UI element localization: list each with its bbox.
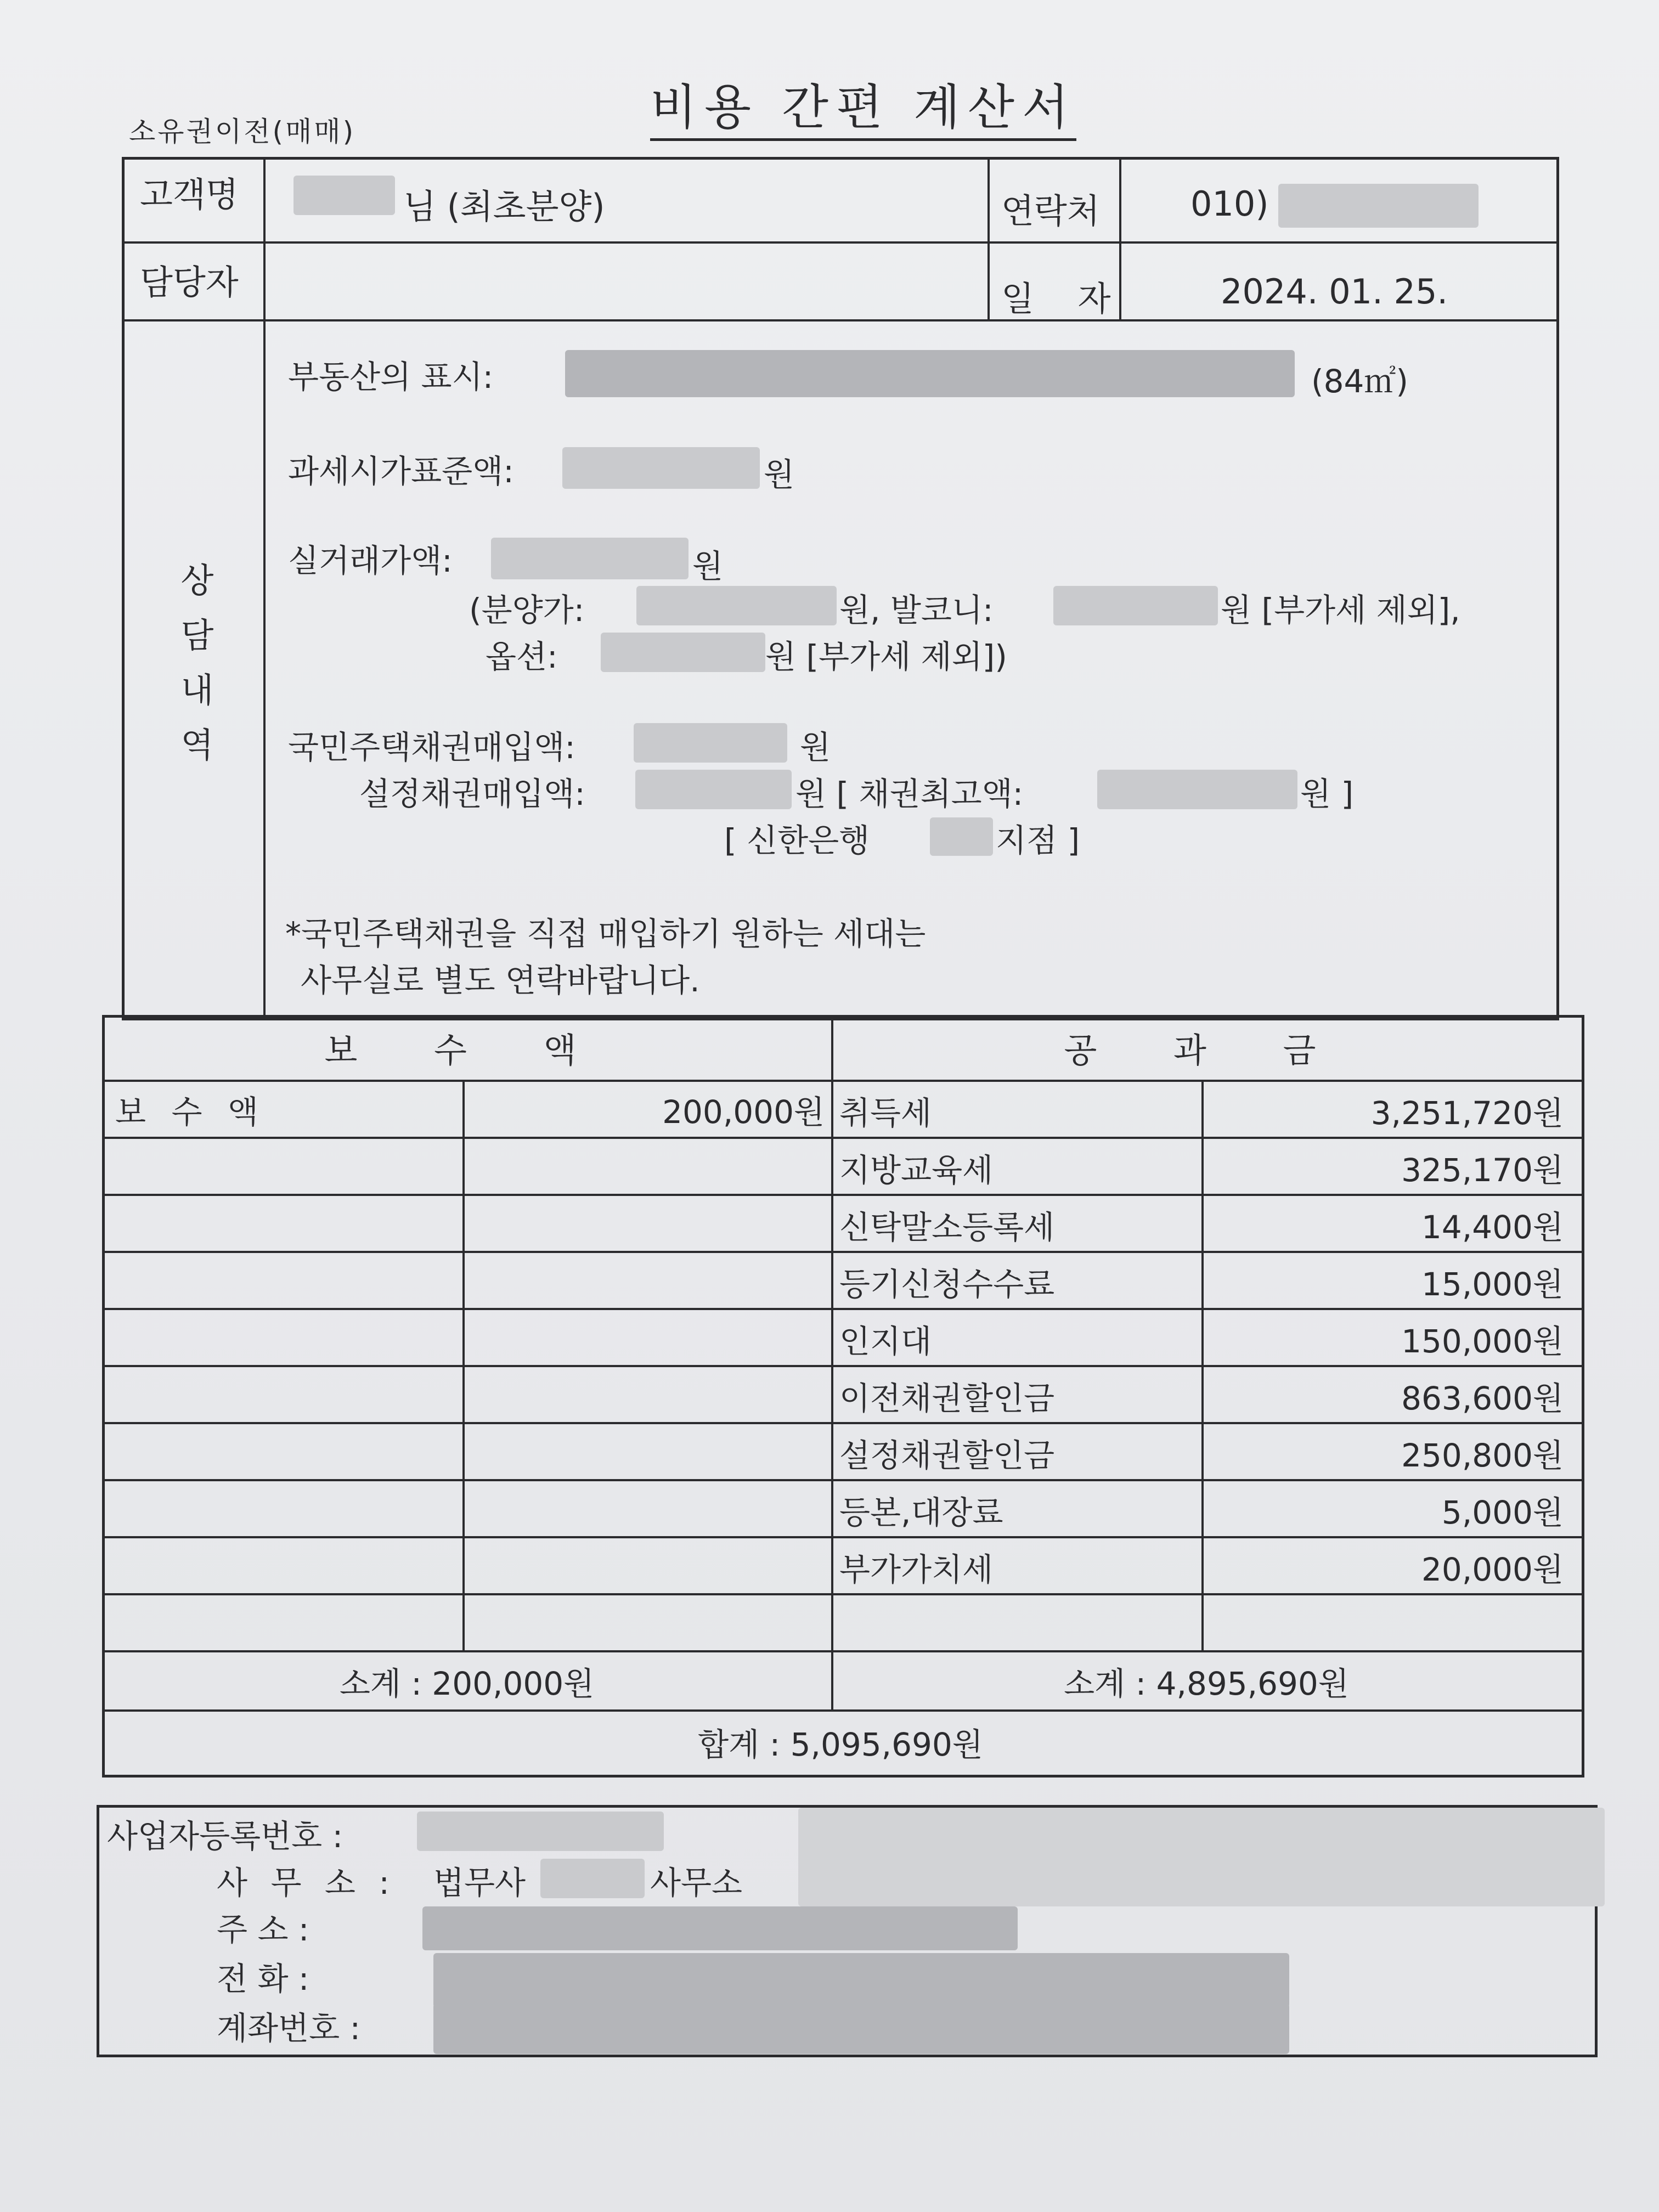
redacted-customer-name: [294, 176, 395, 215]
date-label: 일 자: [1001, 279, 1127, 319]
right-row-value: 3,251,720원: [1370, 1094, 1564, 1132]
grand-total: 합계 : 5,095,690원: [698, 1726, 983, 1763]
fee-left-header: 보 수 액: [324, 1030, 610, 1070]
right-row-label: 등기신청수수료: [839, 1266, 1055, 1303]
fee-right-header: 공 과 금: [1064, 1030, 1349, 1070]
left-row-value: 200,000원: [662, 1093, 825, 1131]
address-label: 주 소 :: [217, 1911, 309, 1948]
right-row-label: 인지대: [839, 1323, 932, 1360]
consult-side-label: 상담내역: [174, 562, 215, 782]
office-prefix: 법무사: [433, 1864, 526, 1901]
right-row-value: 150,000원: [1401, 1323, 1564, 1360]
tax-base-label: 과세시가표준액:: [288, 453, 514, 490]
redacted-footer-area: [798, 1808, 1605, 1906]
contact-value: 010): [1190, 184, 1269, 224]
document-title: 비용 간편 계산서: [650, 80, 1076, 141]
right-row-value: 250,800원: [1401, 1437, 1564, 1474]
right-row-value: 5,000원: [1441, 1494, 1564, 1531]
property-label: 부동산의 표시:: [288, 358, 494, 396]
right-row-label: 신탁말소등록세: [839, 1209, 1055, 1246]
account-label: 계좌번호 :: [217, 2010, 361, 2047]
right-subtotal: 소계 : 4,895,690원: [1064, 1665, 1349, 1702]
set-bond-label: 설정채권매입액:: [359, 775, 585, 812]
right-row-label: 설정채권할인금: [839, 1437, 1055, 1474]
right-row-label: 취득세: [839, 1094, 932, 1132]
manager-label: 담당자: [140, 262, 239, 302]
redacted-address: [422, 1906, 1018, 1950]
actual-price-label: 실거래가액:: [288, 542, 453, 579]
document-subtitle: 소유권이전(매매): [129, 116, 356, 148]
balcony-label: 원, 발코니:: [839, 591, 994, 629]
redacted-property-address: [565, 350, 1295, 397]
bond-purchase-won: 원: [800, 729, 831, 766]
right-row-value: 325,170원: [1401, 1152, 1564, 1189]
date-value: 2024. 01. 25.: [1221, 272, 1448, 312]
right-row-value: 20,000원: [1421, 1551, 1564, 1588]
redacted-account: [433, 2004, 1289, 2054]
redacted-phone-number: [1278, 184, 1479, 228]
left-subtotal: 소계 : 200,000원: [339, 1665, 595, 1702]
redacted-tax-base: [562, 447, 760, 489]
redacted-max-claim: [1097, 770, 1297, 809]
bond-note-line2: 사무실로 별도 연락바랍니다.: [301, 962, 700, 999]
tax-base-won: 원: [764, 456, 795, 493]
right-row-value: 15,000원: [1421, 1266, 1564, 1303]
phone-label: 전 화 :: [217, 1960, 309, 1997]
bond-purchase-label: 국민주택채권매입액:: [288, 729, 575, 766]
right-row-label: 등본,대장료: [839, 1494, 1003, 1531]
max-claim-end: 원 ]: [1300, 775, 1354, 812]
redacted-presale-price: [636, 586, 837, 625]
actual-price-won: 원: [692, 548, 724, 585]
customer-label: 고객명: [140, 174, 239, 215]
customer-value: 님 (최초분양): [403, 187, 605, 227]
bank-close: 지점 ]: [996, 822, 1080, 859]
contact-label: 연락처: [1001, 191, 1100, 231]
bizno-label: 사업자등록번호 :: [107, 1818, 343, 1855]
bank-open: [ 신한은행: [724, 822, 870, 859]
max-claim-label: 원 [ 채권최고액:: [795, 775, 1024, 812]
redacted-balcony-price: [1053, 586, 1218, 625]
right-row-value: 863,600원: [1401, 1380, 1564, 1417]
right-row-label: 이전채권할인금: [839, 1380, 1055, 1417]
right-row-label: 부가가치세: [839, 1551, 994, 1588]
property-area: (84㎡): [1311, 363, 1409, 400]
redacted-option-price: [601, 633, 765, 672]
vat-excluded-note-1: 원 [부가세 제외],: [1221, 591, 1460, 629]
redacted-bank-branch: [930, 817, 993, 856]
left-row-label: 보 수 액: [115, 1093, 266, 1131]
redacted-office-name: [540, 1859, 645, 1898]
redacted-bizno: [417, 1812, 664, 1851]
redacted-phone: [433, 1953, 1289, 2008]
right-row-label: 지방교육세: [839, 1152, 994, 1189]
office-label: 사 무 소 :: [217, 1864, 396, 1901]
office-suffix: 사무소: [650, 1864, 743, 1901]
option-label: 옵션:: [486, 638, 558, 675]
redacted-set-bond: [635, 770, 792, 809]
redacted-bond-purchase: [634, 723, 787, 763]
bond-note-line1: *국민주택채권을 직접 매입하기 원하는 세대는: [285, 915, 926, 952]
vat-excluded-note-2: 원 [부가세 제외]): [765, 638, 1007, 675]
right-row-value: 14,400원: [1421, 1209, 1564, 1246]
presale-label: (분양가:: [469, 591, 585, 629]
redacted-actual-price: [491, 538, 689, 579]
